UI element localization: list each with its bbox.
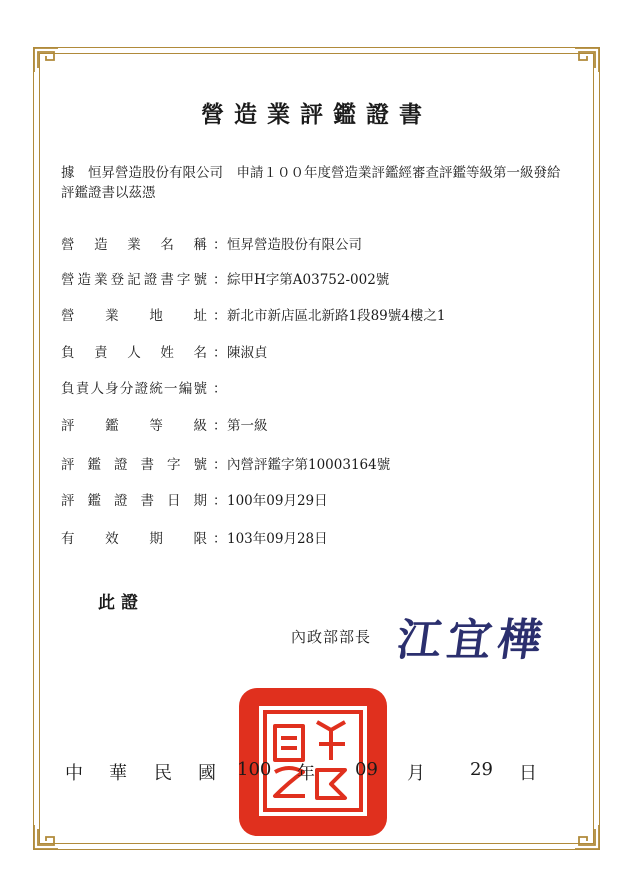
signatory-title: 內政部部長 bbox=[291, 628, 372, 646]
field-label: 評鑑證書字號 bbox=[61, 457, 207, 473]
field-value: 恒昇營造股份有限公司 bbox=[227, 237, 362, 253]
field-value: 陳淑貞 bbox=[227, 345, 268, 361]
field-label: 有效期限 bbox=[61, 531, 207, 547]
date-day: 29 bbox=[470, 759, 493, 780]
field-row-certificate-date: 評鑑證書日期 ：100年09月29日 bbox=[61, 489, 328, 509]
field-label: 負責人姓名 bbox=[61, 345, 207, 361]
field-row-id-number: 負責人身分證統一編號 ： bbox=[61, 377, 227, 397]
field-label: 營造業登記證書字號 bbox=[61, 272, 207, 288]
field-label: 負責人身分證統一編號 bbox=[61, 381, 207, 397]
corner-ornament-bottom-right bbox=[574, 824, 600, 850]
minister-signature: 江宜樺 bbox=[393, 615, 551, 666]
certificate-intro-statement: 據 恒昇營造股份有限公司 申請１００年度營造業評鑑經審查評鑑等級第一級發給評鑑證書以茲憑 bbox=[61, 165, 561, 201]
field-value: 100年09月29日 bbox=[227, 493, 328, 509]
field-row-business-address: 營業地址 ：新北市新店區北新路1段89號4樓之1 bbox=[61, 304, 445, 324]
field-row-certificate-number: 評鑑證書字號 ：內營評鑑字第10003164號 bbox=[61, 453, 390, 473]
field-row-validity-period: 有效期限 ：103年09月28日 bbox=[61, 527, 328, 547]
field-label: 評鑑證書日期 bbox=[61, 493, 207, 509]
field-row-registration-number: 營造業登記證書字號 ：綜甲H字第A03752-002號 bbox=[61, 268, 389, 288]
field-row-evaluation-grade: 評鑑等級 ：第一級 bbox=[61, 414, 268, 434]
field-row-company-name: 營造業名稱 ：恒昇營造股份有限公司 bbox=[61, 233, 362, 253]
corner-ornament-top-left bbox=[33, 47, 59, 73]
field-label: 評鑑等級 bbox=[61, 418, 207, 434]
certificate-title: 營造業評鑑證書 bbox=[201, 101, 432, 128]
field-row-responsible-person: 負責人姓名 ：陳淑貞 bbox=[61, 341, 268, 361]
date-month: 09 bbox=[355, 759, 378, 780]
corner-ornament-top-right bbox=[574, 47, 600, 73]
field-label: 營業地址 bbox=[61, 308, 207, 324]
field-value: 103年09月28日 bbox=[227, 531, 328, 547]
corner-ornament-bottom-left bbox=[33, 824, 59, 850]
field-value: 新北市新店區北新路1段89號4樓之1 bbox=[227, 308, 446, 324]
field-value: 綜甲H字第A03752-002號 bbox=[227, 272, 390, 288]
field-value: 第一級 bbox=[227, 418, 268, 434]
field-label: 營造業名稱 bbox=[61, 237, 207, 253]
date-year: 100 bbox=[237, 759, 272, 780]
field-value: 內營評鑑字第10003164號 bbox=[227, 457, 391, 473]
attestation-text: 此證 bbox=[98, 593, 144, 613]
